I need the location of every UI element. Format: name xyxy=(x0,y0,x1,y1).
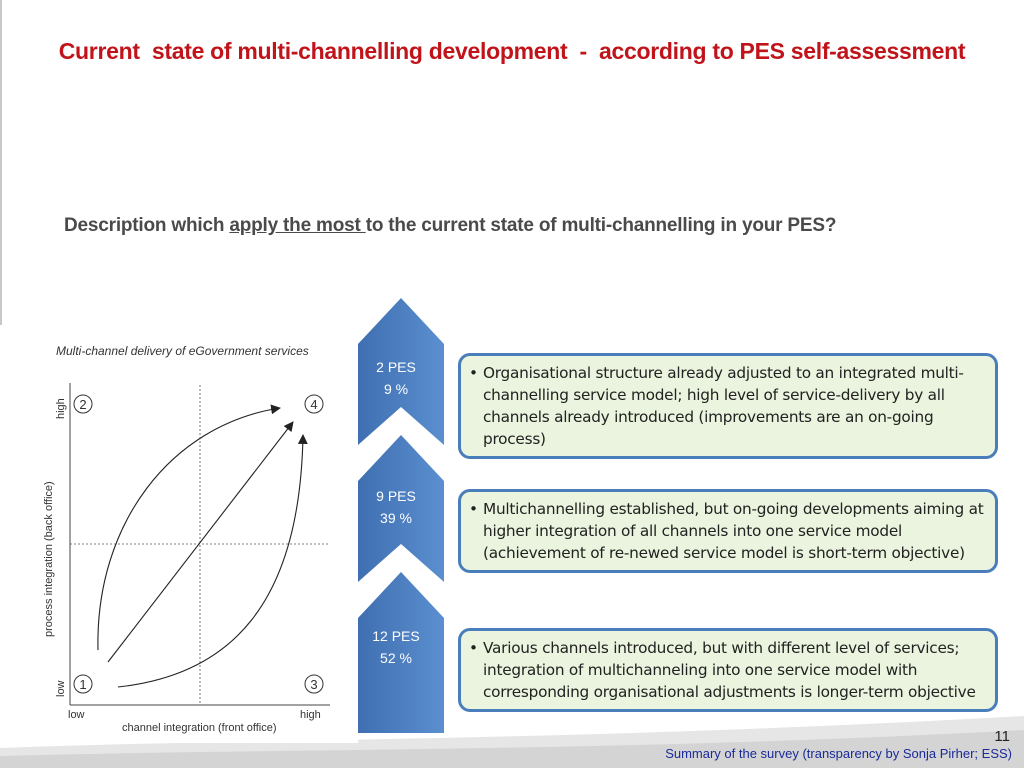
stage-3-label: 3 xyxy=(310,677,318,692)
y-axis-label: process integration (back office) xyxy=(43,481,55,637)
bullet: • xyxy=(469,364,478,382)
result-3-description: Various channels introduced, but with different level of services; integration of multichanneling into one service model with corresponding organisational adjustments is longer-term objective xyxy=(483,639,976,701)
result-2-description-box xyxy=(458,489,998,573)
bullet: • xyxy=(469,639,478,657)
page-number: 11 xyxy=(994,728,1010,745)
question-part-1: Description which xyxy=(64,215,230,236)
result-3-description-box xyxy=(458,628,998,712)
arrow-via-stage-3 xyxy=(118,435,303,687)
result-2-description: Multichannelling established, but on-going developments aiming at higher integration of all channels into one service model (achievement of re-newed service model is short-term objective) xyxy=(483,500,984,562)
stage-2-label: 2 xyxy=(79,397,87,412)
x-axis-label: channel integration (front office) xyxy=(122,722,277,734)
result-2-count: 9 PES xyxy=(376,488,416,504)
arrow-direct xyxy=(108,422,293,662)
slide-title: Current state of multi-channelling development - according to PES self-assessment xyxy=(58,38,966,64)
x-high-label: high xyxy=(300,709,321,721)
result-1-count: 2 PES xyxy=(376,359,416,375)
egov-diagram xyxy=(0,325,358,743)
y-high-label: high xyxy=(55,398,67,419)
y-low-label: low xyxy=(55,680,67,697)
x-low-label: low xyxy=(68,709,85,721)
arrow-via-stage-2 xyxy=(98,408,280,650)
bullet: • xyxy=(469,500,478,518)
diagram-title: Multi-channel delivery of eGovernment services xyxy=(56,344,309,358)
result-2-percent: 39 % xyxy=(380,510,412,526)
question-part-2: to the current state of multi-channelling in your PES? xyxy=(365,215,837,236)
egov-diagram-svg xyxy=(0,325,358,743)
question-emphasis: apply the most xyxy=(229,215,366,236)
result-3-stats xyxy=(358,625,434,669)
footer-credit: Summary of the survey (transparency by Sonja Pirher; ESS) xyxy=(665,746,1012,761)
result-1-description-box xyxy=(458,353,998,459)
result-1-percent: 9 % xyxy=(383,381,409,397)
result-3-count: 12 PES xyxy=(372,628,420,644)
stage-1-label: 1 xyxy=(79,677,87,692)
stage-4-label: 4 xyxy=(310,397,318,412)
result-3-percent: 52 % xyxy=(380,650,412,666)
result-2-stats xyxy=(358,485,434,529)
result-1-description: Organisational structure already adjusted to an integrated multi-channelling service model; high level of service-delivery by all channels already introduced (improvements are an on-going process) xyxy=(483,364,964,448)
result-1-stats xyxy=(358,356,434,400)
